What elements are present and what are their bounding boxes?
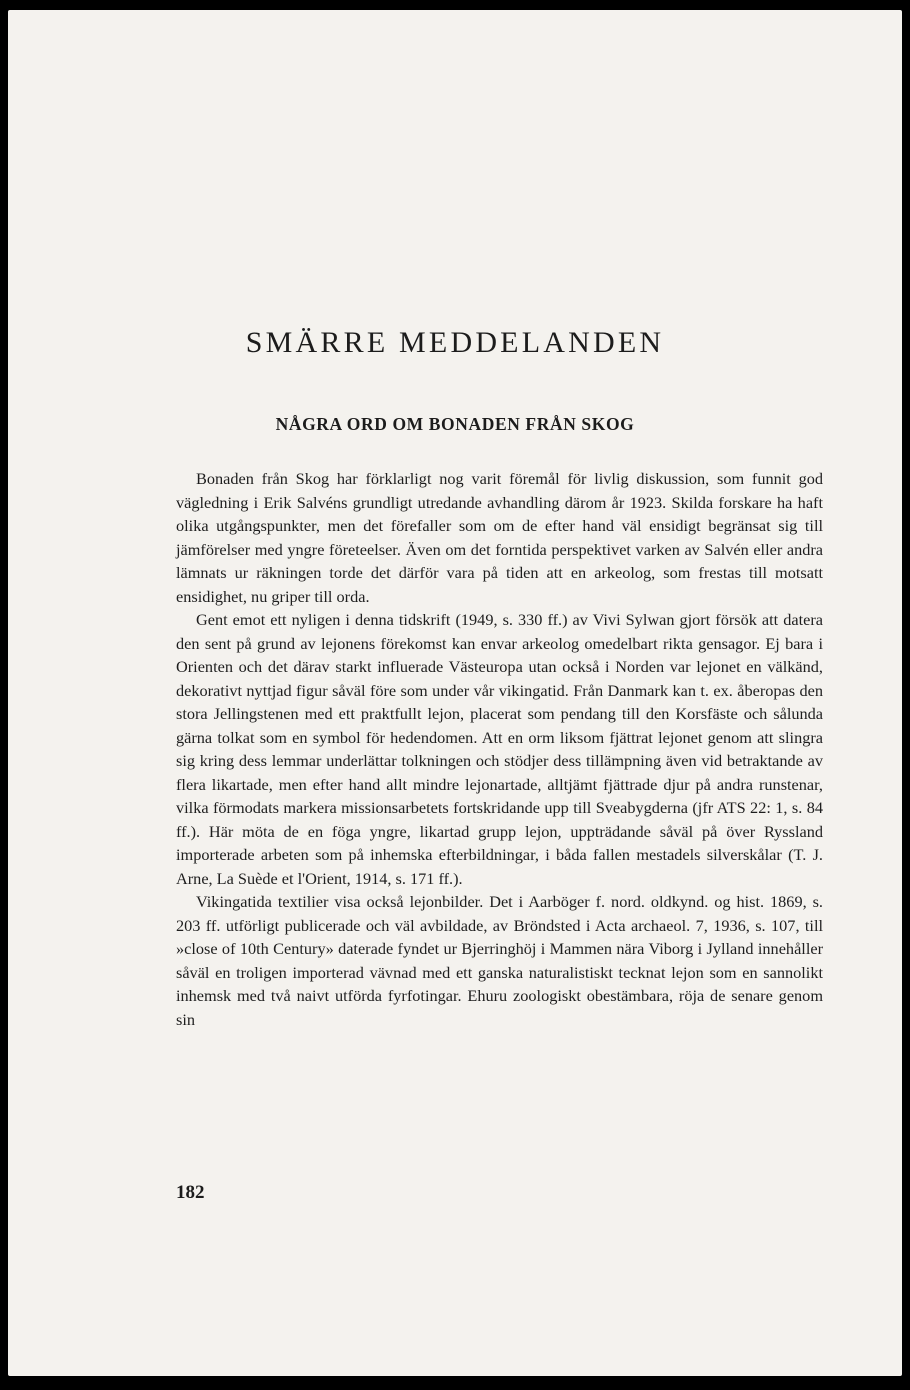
paragraph-2: Gent emot ett nyligen i denna tidskrift (1949, s. 330 ff.) av Vivi Sylwan gjort försök att datera den sent på grund av lejonens förekomst kan envar arkeolog omedelbart rikta gensagor. Ej bara i Orienten och det därav starkt influerade Västeuropa utan också i Norden var lejonet en välkänd, dekorativt nyttjad figur såväl före som under vår vikingatid. Från Danmark kan t. ex. åberopas den stora Jellingstenen med ett praktfullt lejon, placerat som pendang till den Korsfäste och sålunda gärna tolkat som en symbol för hedendomen. Att en orm liksom fjättrat lejonet genom att slingra sig kring dess lemmar underlättar tolkningen och stödjer dess tillämpning även vid betraktande av flera likartade, men efter hand allt mindre lejonartade, alltjämt fjättrade djur på andra runstenar, vilka förmodats markera missionsarbetets fortskridande upp till Sveabygderna (jfr ATS 22: 1, s. 84 ff.). Här möta de en föga yngre, likartad grupp lejon, uppträdande såväl på över Ryssland importerade arbeten som på inhemska efterbildningar, i båda fallen mestadels silverskålar (T. J. Arne, La Suède et l'Orient, 1914, s. 171 ff.). bbox=[176, 610, 823, 888]
article-body bbox=[176, 467, 823, 1031]
paragraph-1: Bonaden från Skog har förklarligt nog varit föremål för livlig diskussion, som funnit god vägledning i Erik Salvéns grundligt utredande avhandling därom år 1923. Skilda forskare ha haft olika utgångspunkter, men det förefaller som om de efter hand väl ensidigt begränsat sig till jämförelser med yngre företeelser. Även om det forntida perspektivet varken av Salvén eller andra lämnats ur räkningen torde det därför vara på tiden att en arkeolog, som frestas till motsatt ensidighet, nu griper till orda. bbox=[176, 469, 823, 606]
page-number: 182 bbox=[176, 1182, 205, 1203]
paragraph-3: Vikingatida textilier visa också lejonbilder. Det i Aarböger f. nord. oldkynd. og hist. 1869, s. 203 ff. utförligt publicerade och väl avbildade, av Bröndsted i Acta archaeol. 7, 1936, s. 107, till »close of 10th Century» daterade fyndet ur Bjerringhöj i Mammen nära Viborg i Jylland innehåller såväl en troligen importerad vävnad med ett ganska naturalistiskt tecknat lejon som en sannolikt inhemsk med två naivt utförda fyrfotingar. Ehuru zoologiskt obestämbara, röja de senare genom sin bbox=[176, 892, 823, 1029]
article-title: NÅGRA ORD OM BONADEN FRÅN SKOG bbox=[275, 414, 635, 434]
section-title: SMÄRRE MEDDELANDEN bbox=[245, 326, 665, 359]
